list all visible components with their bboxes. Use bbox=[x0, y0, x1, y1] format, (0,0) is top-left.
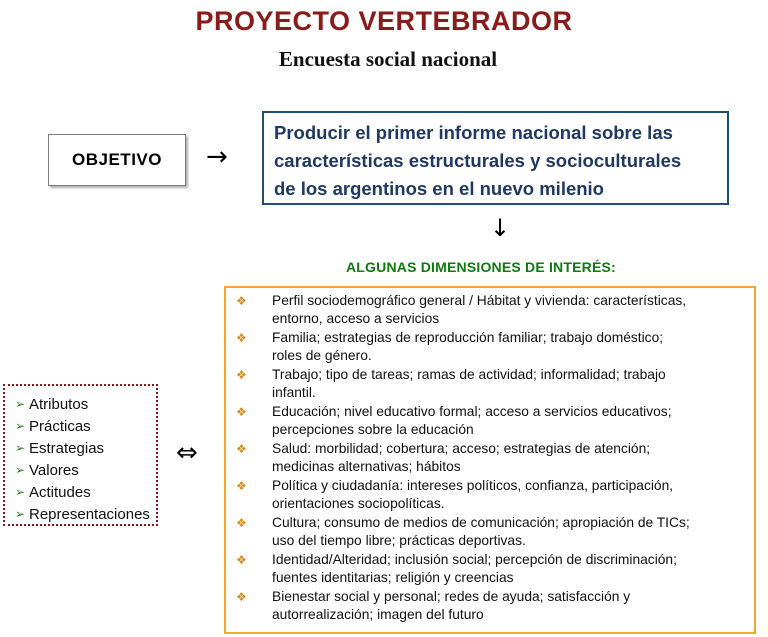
right-arrow-icon: → bbox=[206, 142, 228, 172]
dimensions-title: ALGUNAS DIMENSIONES DE INTERÉS: bbox=[346, 259, 616, 275]
dimension-line: medicinas alternativas; hábitos bbox=[272, 459, 461, 474]
diamond-bullet-icon: ❖ bbox=[236, 405, 247, 419]
attribute-item bbox=[15, 503, 156, 525]
diamond-bullet-icon: ❖ bbox=[236, 516, 247, 530]
arrowhead-bullet-icon: ➢ bbox=[15, 463, 26, 477]
dimension-item bbox=[234, 329, 746, 365]
diamond-bullet-icon: ❖ bbox=[236, 368, 247, 382]
attribute-item bbox=[15, 459, 156, 481]
goal-line: Producir el primer informe nacional sobre las bbox=[274, 122, 673, 143]
dimension-line: Cultura; consumo de medios de comunicación; apropiación de TICs; bbox=[272, 515, 690, 530]
attribute-label: Valores bbox=[29, 461, 79, 479]
attribute-label: Prácticas bbox=[29, 417, 91, 435]
dimension-line: orientaciones sociopolíticas. bbox=[272, 496, 445, 511]
dimension-line: autorrealización; imagen del futuro bbox=[272, 607, 484, 622]
dimension-line: Salud: morbilidad; cobertura; acceso; estrategias de atención; bbox=[272, 441, 651, 456]
dimension-line: entorno, acceso a servicios bbox=[272, 311, 440, 326]
attribute-label: Atributos bbox=[29, 395, 89, 413]
dimension-line: Familia; estrategias de reproducción familiar; trabajo doméstico; bbox=[272, 330, 664, 345]
dimension-item bbox=[234, 403, 746, 439]
goal-box bbox=[262, 111, 729, 205]
diamond-bullet-icon: ❖ bbox=[236, 442, 247, 456]
dimension-line: infantil. bbox=[272, 385, 316, 400]
dimension-line: Identidad/Alteridad; inclusión social; percepción de discriminación; bbox=[272, 552, 677, 567]
dimension-item bbox=[234, 292, 746, 328]
dimension-line: Educación; nivel educativo formal; acceso a servicios educativos; bbox=[272, 404, 672, 419]
dimension-line: roles de género. bbox=[272, 348, 372, 363]
dimension-line: uso del tiempo libre; prácticas deportivas. bbox=[272, 533, 526, 548]
attributes-box bbox=[3, 384, 158, 526]
arrowhead-bullet-icon: ➢ bbox=[15, 419, 26, 433]
dimension-item bbox=[234, 366, 746, 402]
bidirectional-arrow-icon: ⇔ bbox=[176, 438, 198, 468]
objetivo-label: OBJETIVO bbox=[72, 150, 162, 169]
down-arrow-icon: ↓ bbox=[490, 214, 511, 242]
dimension-line: fuentes identitarias; religión y creencias bbox=[272, 570, 514, 585]
page-subtitle: Encuesta social nacional bbox=[278, 47, 498, 71]
arrowhead-bullet-icon: ➢ bbox=[15, 441, 26, 455]
attribute-label: Estrategias bbox=[29, 439, 105, 457]
diamond-bullet-icon: ❖ bbox=[236, 479, 247, 493]
diamond-bullet-icon: ❖ bbox=[236, 553, 247, 567]
dimension-line: Perfil sociodemográfico general / Hábitat y vivienda: características, bbox=[272, 293, 687, 308]
attribute-item bbox=[15, 415, 156, 437]
arrowhead-bullet-icon: ➢ bbox=[15, 397, 26, 411]
dimension-item bbox=[234, 477, 746, 513]
arrowhead-bullet-icon: ➢ bbox=[15, 485, 26, 499]
dimension-line: Trabajo; tipo de tareas; ramas de actividad; informalidad; trabajo bbox=[272, 367, 666, 382]
dimension-line: percepciones sobre la educación bbox=[272, 422, 474, 437]
attribute-label: Representaciones bbox=[29, 505, 150, 523]
dimension-item bbox=[234, 551, 746, 587]
diamond-bullet-icon: ❖ bbox=[236, 294, 247, 308]
objetivo-box bbox=[48, 134, 186, 186]
arrowhead-bullet-icon: ➢ bbox=[15, 507, 26, 521]
goal-line: de los argentinos en el nuevo milenio bbox=[274, 178, 604, 199]
dimension-item bbox=[234, 588, 746, 624]
dimension-item bbox=[234, 514, 746, 550]
attribute-item bbox=[15, 437, 156, 459]
diamond-bullet-icon: ❖ bbox=[236, 590, 247, 604]
goal-line: características estructurales y socioculturales bbox=[274, 150, 682, 171]
dimension-item bbox=[234, 440, 746, 476]
dimension-line: Bienestar social y personal; redes de ayuda; satisfacción y bbox=[272, 589, 631, 604]
diamond-bullet-icon: ❖ bbox=[236, 331, 247, 345]
dimension-line: Política y ciudadanía: intereses políticos, confianza, participación, bbox=[272, 478, 674, 493]
attribute-label: Actitudes bbox=[29, 483, 91, 501]
page-title: PROYECTO VERTEBRADOR bbox=[195, 6, 573, 36]
attribute-item bbox=[15, 481, 156, 503]
attribute-item bbox=[15, 393, 156, 415]
dimensions-box bbox=[224, 286, 756, 634]
